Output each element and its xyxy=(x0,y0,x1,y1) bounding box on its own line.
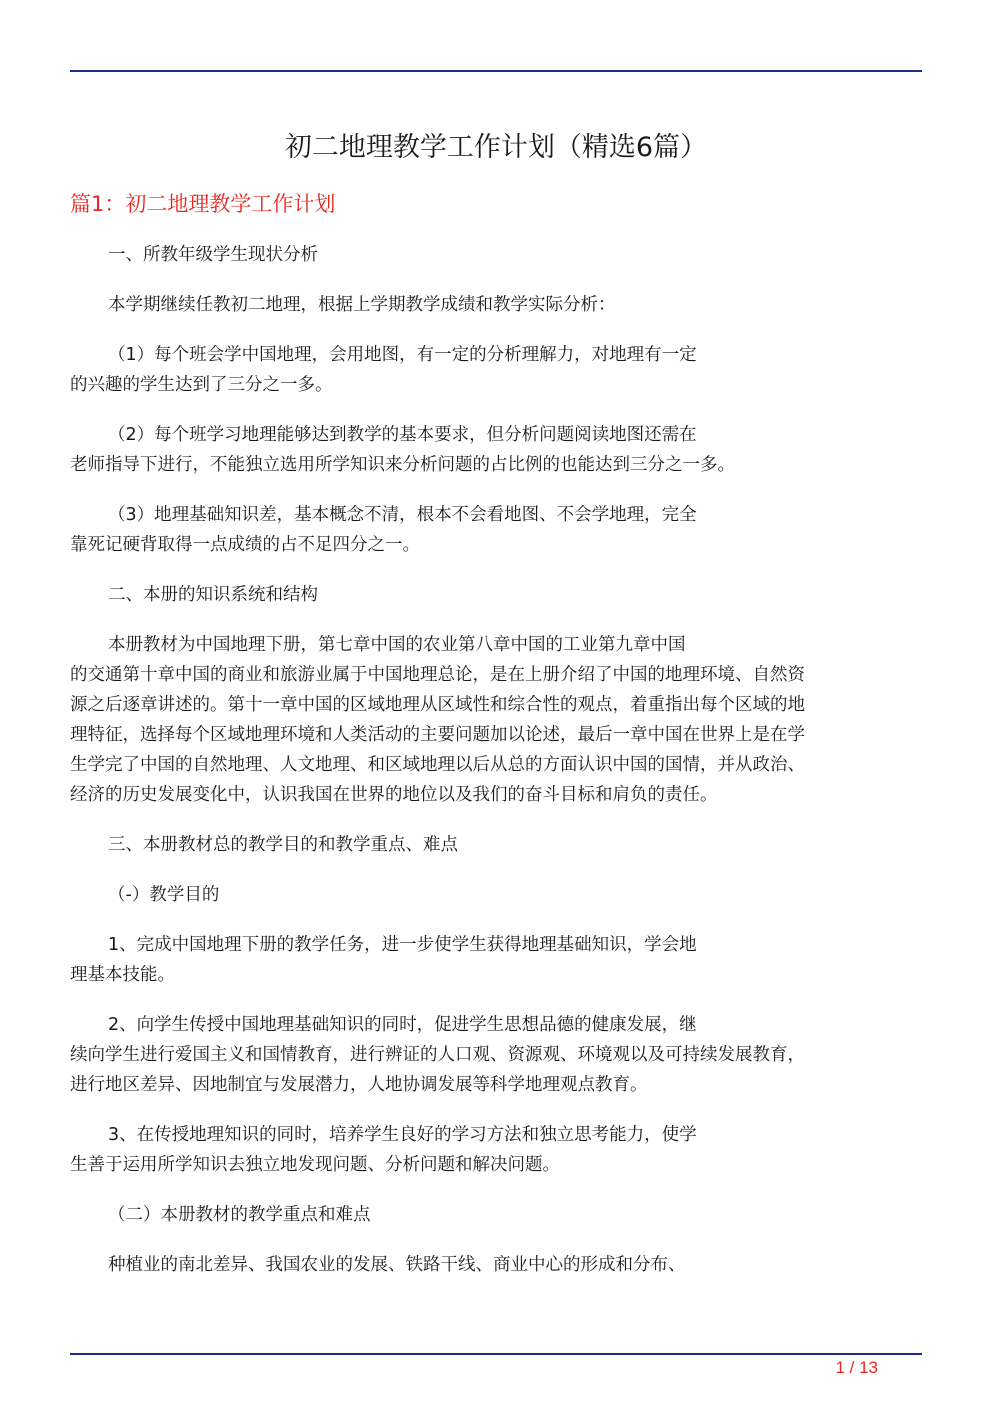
paragraph xyxy=(70,630,922,810)
paragraph-line: 源之后逐章讲述的。第十一章中国的区域地理从区域性和综合性的观点，着重指出每个区域的地 xyxy=(70,695,805,715)
paragraph-line: 二、本册的知识系统和结构 xyxy=(108,585,318,605)
paragraph-line: 生学完了中国的自然地理、人文地理、和区域地理以后从总的方面认识中国的国情，并从政治、 xyxy=(70,755,805,775)
page-number: 1 / 13 xyxy=(835,1358,878,1377)
paragraph-line: 3、在传授地理知识的同时，培养学生良好的学习方法和独立思考能力，使学 xyxy=(108,1125,697,1145)
paragraph-line: 经济的历史发展变化中，认识我国在世界的地位以及我们的奋斗目标和肩负的责任。 xyxy=(70,785,718,805)
paragraph-line: 本学期继续任教初二地理，根据上学期教学成绩和教学实际分析： xyxy=(108,295,616,315)
paragraph-line: 进行地区差异、因地制宜与发展潜力，人地协调发展等科学地理观点教育。 xyxy=(70,1075,648,1095)
paragraph xyxy=(70,500,922,560)
paragraph xyxy=(70,830,922,860)
paragraph xyxy=(70,420,922,480)
paragraph xyxy=(70,290,922,320)
paragraph-line: 本册教材为中国地理下册，第七章中国的农业第八章中国的工业第九章中国 xyxy=(108,635,686,655)
paragraph-line: 理特征，选择每个区域地理环境和人类活动的主要问题加以论述，最后一章中国在世界上是在学 xyxy=(70,725,805,745)
paragraph-line: 一、所教年级学生现状分析 xyxy=(108,245,318,265)
document-title: 初二地理教学工作计划（精选6篇） xyxy=(284,132,708,163)
paragraph xyxy=(70,1250,922,1280)
paragraph xyxy=(70,930,922,990)
paragraph-line: （二）本册教材的教学重点和难点 xyxy=(108,1205,371,1225)
paragraph-line: 理基本技能。 xyxy=(70,965,175,985)
paragraph-line: 三、本册教材总的教学目的和教学重点、难点 xyxy=(108,835,458,855)
paragraph-line: 靠死记硬背取得一点成绩的占不足四分之一。 xyxy=(70,535,420,555)
paragraph-line: 生善于运用所学知识去独立地发现问题、分析问题和解决问题。 xyxy=(70,1155,560,1175)
paragraph-line: 1、完成中国地理下册的教学任务，进一步使学生获得地理基础知识，学会地 xyxy=(108,935,697,955)
paragraph-line: 种植业的南北差异、我国农业的发展、铁路干线、商业中心的形成和分布、 xyxy=(108,1255,686,1275)
paragraph xyxy=(70,1010,922,1100)
paragraph-line: （-）教学目的 xyxy=(108,885,220,905)
paragraph-line: 老师指导下进行，不能独立选用所学知识来分析问题的占比例的也能达到三分之一多。 xyxy=(70,455,735,475)
paragraph xyxy=(70,1120,922,1180)
paragraph xyxy=(70,1200,922,1230)
paragraph xyxy=(70,240,922,270)
paragraph xyxy=(70,580,922,610)
paragraph xyxy=(70,880,922,910)
paragraph-line: 的交通第十章中国的商业和旅游业属于中国地理总论，是在上册介绍了中国的地理环境、自然资 xyxy=(70,665,805,685)
document-body xyxy=(70,240,922,1300)
paragraph-line: （3）地理基础知识差，基本概念不清，根本不会看地图、不会学地理，完全 xyxy=(108,505,697,525)
paragraph-line: （2）每个班学习地理能够达到教学的基本要求，但分析问题阅读地图还需在 xyxy=(108,425,697,445)
footer-rule xyxy=(70,1353,922,1355)
header-rule xyxy=(70,70,922,72)
section-heading: 篇1：初二地理教学工作计划 xyxy=(70,192,336,216)
paragraph-line: （1）每个班会学中国地理，会用地图，有一定的分析理解力，对地理有一定 xyxy=(108,345,697,365)
paragraph-line: 的兴趣的学生达到了三分之一多。 xyxy=(70,375,333,395)
paragraph-line: 续向学生进行爱国主义和国情教育，进行辨证的人口观、资源观、环境观以及可持续发展教育， xyxy=(70,1045,805,1065)
paragraph xyxy=(70,340,922,400)
paragraph-line: 2、向学生传授中国地理基础知识的同时，促进学生思想品德的健康发展，继 xyxy=(108,1015,697,1035)
